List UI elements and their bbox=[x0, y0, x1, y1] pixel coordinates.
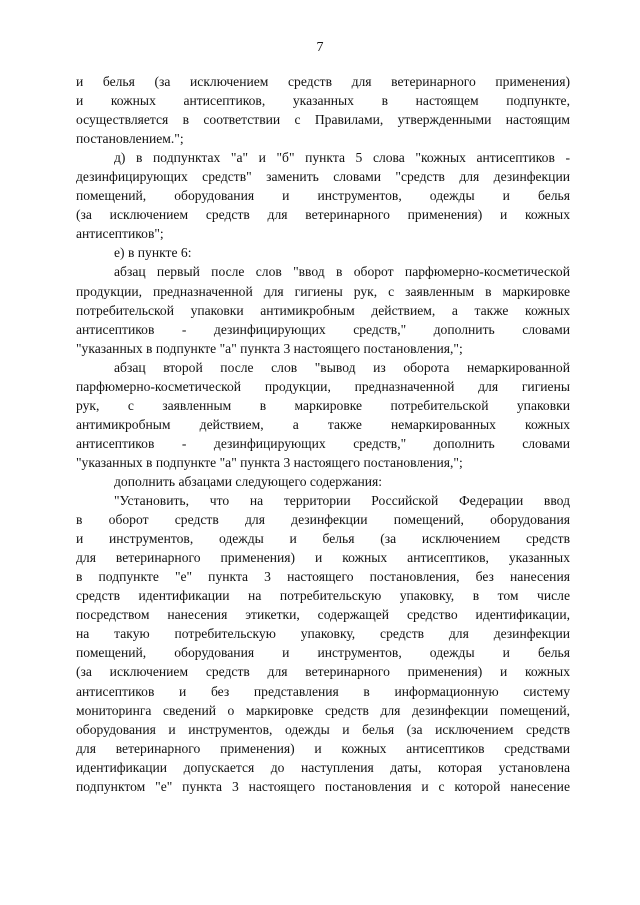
text-line: и кожных антисептиков, указанных в настоящем подпункте, bbox=[76, 93, 570, 109]
text-line: подпунктом "е" пункта 3 настоящего постановления и с которой нанесение bbox=[76, 778, 570, 794]
text-line: оборудования и инструментов, одежды и белья (за исключением средств bbox=[76, 721, 570, 737]
text-line: антисептиков - дезинфицирующих средств," дополнить словами bbox=[76, 321, 570, 337]
text-line: помещений, оборудования и инструментов, одежды и белья bbox=[76, 645, 570, 661]
paragraph-p2 bbox=[76, 148, 570, 243]
text-line: е) в пункте 6: bbox=[114, 245, 192, 261]
text-line: и белья (за исключением средств для ветеринарного применения) bbox=[76, 74, 570, 89]
text-line: антимикробным действием, а также немаркированных кожных bbox=[76, 416, 570, 432]
text-line: (за исключением средств для ветеринарного применения) и кожных bbox=[76, 207, 570, 223]
text-line: идентификации допускается до наступления даты, которая установлена bbox=[76, 759, 570, 775]
text-line: для ветеринарного применения) и кожных антисептиков средствами bbox=[76, 740, 570, 756]
text-line: потребительской упаковки антимикробным действием, а также кожных bbox=[76, 302, 570, 318]
text-line: "указанных в подпункте "а" пункта 3 настоящего постановления,"; bbox=[76, 340, 463, 356]
paragraph-p4 bbox=[76, 262, 570, 357]
text-line: антисептиков и без представления в информационную систему bbox=[76, 683, 570, 699]
text-line: абзац первый после слов "ввод в оборот парфюмерно-косметической bbox=[114, 264, 570, 280]
paragraph-p1 bbox=[76, 72, 570, 148]
text-line: осуществляется в соответствии с Правилами, утвержденными настоящим bbox=[76, 112, 570, 128]
text-line: "Установить, что на территории Российской Федерации ввод bbox=[114, 493, 570, 509]
paragraph-p6 bbox=[76, 472, 570, 491]
text-line: на такую потребительскую упаковку, средств для дезинфекции bbox=[76, 626, 570, 642]
text-line: антисептиков - дезинфицирующих средств," дополнить словами bbox=[76, 435, 570, 451]
text-line: средств идентификации на потребительскую упаковку, в том числе bbox=[76, 588, 570, 604]
text-line: (за исключением средств для ветеринарного применения) и кожных bbox=[76, 664, 570, 680]
paragraph-p3 bbox=[76, 243, 570, 262]
text-line: в подпункте "е" пункта 3 настоящего постановления, без нанесения bbox=[76, 569, 570, 585]
paragraph-p7 bbox=[76, 491, 570, 796]
document-body bbox=[76, 72, 570, 796]
text-line: абзац второй после слов "вывод из оборота немаркированной bbox=[114, 359, 570, 375]
text-line: постановлением."; bbox=[76, 131, 184, 147]
text-line: в оборот средств для дезинфекции помещений, оборудования bbox=[76, 512, 570, 528]
text-line: помещений, оборудования и инструментов, одежды и белья bbox=[76, 188, 570, 204]
text-line: дезинфицирующих средств" заменить словами "средств для дезинфекции bbox=[76, 169, 570, 185]
text-line: д) в подпунктах "а" и "б" пункта 5 слова "кожных антисептиков - bbox=[114, 150, 570, 166]
text-line: антисептиков"; bbox=[76, 226, 164, 242]
text-line: и инструментов, одежды и белья (за исключением средств bbox=[76, 531, 570, 547]
text-line: продукции, предназначенной для гигиены рук, с заявленным в маркировке bbox=[76, 283, 570, 299]
paragraph-p5 bbox=[76, 358, 570, 472]
text-line: для ветеринарного применения) и кожных антисептиков, указанных bbox=[76, 550, 570, 566]
text-line: дополнить абзацами следующего содержания: bbox=[114, 473, 383, 489]
text-line: парфюмерно-косметической продукции, предназначенной для гигиены bbox=[76, 378, 570, 394]
text-line: "указанных в подпункте "а" пункта 3 настоящего постановления,"; bbox=[76, 454, 463, 470]
text-line: рук, с заявленным в маркировке потребительской упаковки bbox=[76, 397, 570, 413]
page-number: 7 bbox=[316, 40, 324, 55]
text-line: мониторинга сведений о маркировке средств для дезинфекции помещений, bbox=[76, 702, 570, 718]
text-line: посредством нанесения этикетки, содержащей средство идентификации, bbox=[76, 607, 570, 623]
